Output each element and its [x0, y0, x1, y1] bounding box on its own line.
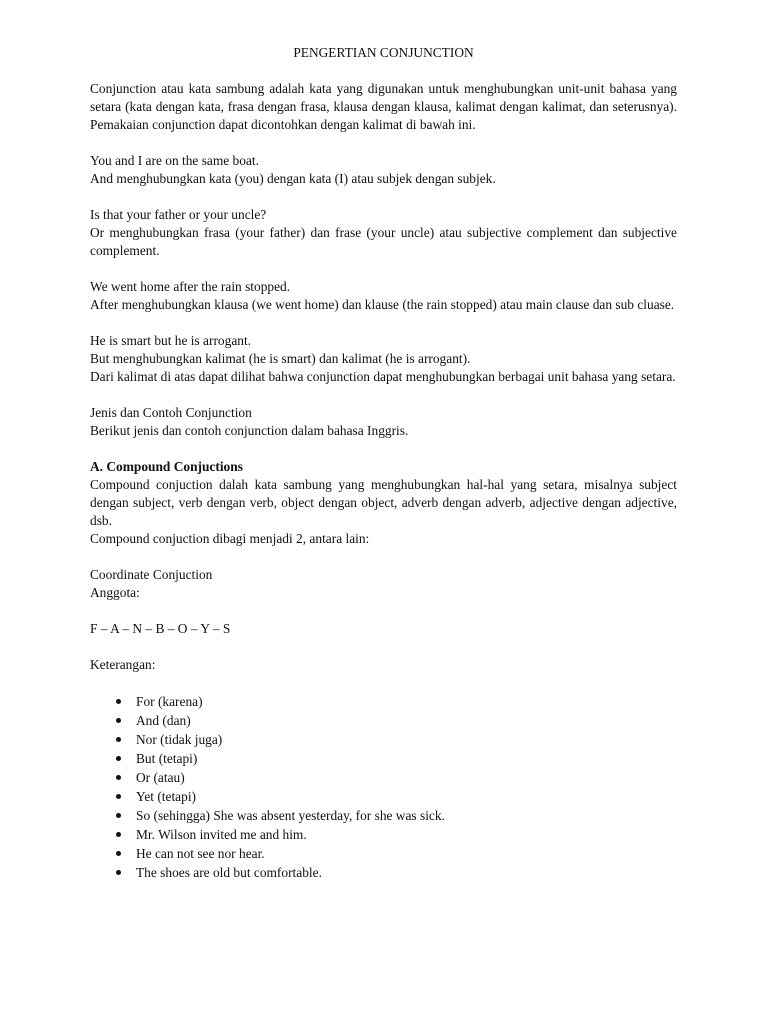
section-a-description: Compound conjuction dalah kata sambung yang menghubungkan hal-hal yang setara, misalnya subject dengan subject, verb dengan verb, object dengan object, adverb dengan adverb, adjective dengan adjective, dsb. [90, 477, 677, 528]
bullet-icon [116, 851, 121, 856]
bullet-icon [116, 737, 121, 742]
bullet-icon [116, 775, 121, 780]
members-label: Anggota: [90, 585, 140, 600]
coordinate-heading: Coordinate Conjuction [90, 567, 213, 582]
list-item: Or (atau) [90, 768, 677, 787]
section-a-heading: A. Compound Conjuctions [90, 459, 243, 474]
example-explanation: Or menghubungkan frasa (your father) dan frase (your uncle) atau subjective complement dan subjective complement. [90, 225, 677, 258]
conclusion-paragraph: Dari kalimat di atas dapat dilihat bahwa conjunction dapat menghubungkan berbagai unit bahasa yang setara. [90, 369, 676, 384]
example-explanation: But menghubungkan kalimat (he is smart) dan kalimat (he is arrogant). [90, 351, 471, 366]
bullet-icon [116, 718, 121, 723]
list-item: And (dan) [90, 711, 677, 730]
page-title: PENGERTIAN CONJUNCTION [293, 45, 474, 60]
list-item: So (sehingga) She was absent yesterday, for she was sick. [90, 806, 677, 825]
list-item: But (tetapi) [90, 749, 677, 768]
bullet-icon [116, 794, 121, 799]
list-item: He can not see nor hear. [90, 844, 677, 863]
bullet-icon [116, 813, 121, 818]
list-item: Mr. Wilson invited me and him. [90, 825, 677, 844]
example-sentence: You and I are on the same boat. [90, 153, 259, 168]
fanboys-acronym: F – A – N – B – O – Y – S [90, 621, 231, 636]
list-item: For (karena) [90, 692, 677, 711]
document-body [90, 44, 677, 882]
list-item: Nor (tidak juga) [90, 730, 677, 749]
section-a-division: Compound conjuction dibagi menjadi 2, antara lain: [90, 531, 370, 546]
types-intro: Berikut jenis dan contoh conjunction dalam bahasa Inggris. [90, 423, 409, 438]
list-item: Yet (tetapi) [90, 787, 677, 806]
bullet-icon [116, 832, 121, 837]
list-item: The shoes are old but comfortable. [90, 863, 677, 882]
example-sentence: He is smart but he is arrogant. [90, 333, 252, 348]
example-explanation: After menghubungkan klausa (we went home) dan klause (the rain stopped) atau main clause dan sub cluase. [90, 297, 675, 312]
types-heading: Jenis dan Contoh Conjunction [90, 405, 252, 420]
example-sentence: Is that your father or your uncle? [90, 207, 267, 222]
bullet-icon [116, 699, 121, 704]
conjunction-list [90, 692, 677, 882]
intro-paragraph: Conjunction atau kata sambung adalah kata yang digunakan untuk menghubungkan unit-unit bahasa yang setara (kata dengan kata, frasa dengan frasa, klausa dengan klausa, kalimat dengan kalimat, dan seterusnya). Pemakaian conjunction dapat dicontohkan dengan kalimat di bawah ini. [90, 81, 677, 132]
bullet-icon [116, 870, 121, 875]
example-sentence: We went home after the rain stopped. [90, 279, 291, 294]
bullet-icon [116, 756, 121, 761]
example-explanation: And menghubungkan kata (you) dengan kata (I) atau subjek dengan subjek. [90, 171, 496, 186]
notes-label: Keterangan: [90, 657, 156, 672]
